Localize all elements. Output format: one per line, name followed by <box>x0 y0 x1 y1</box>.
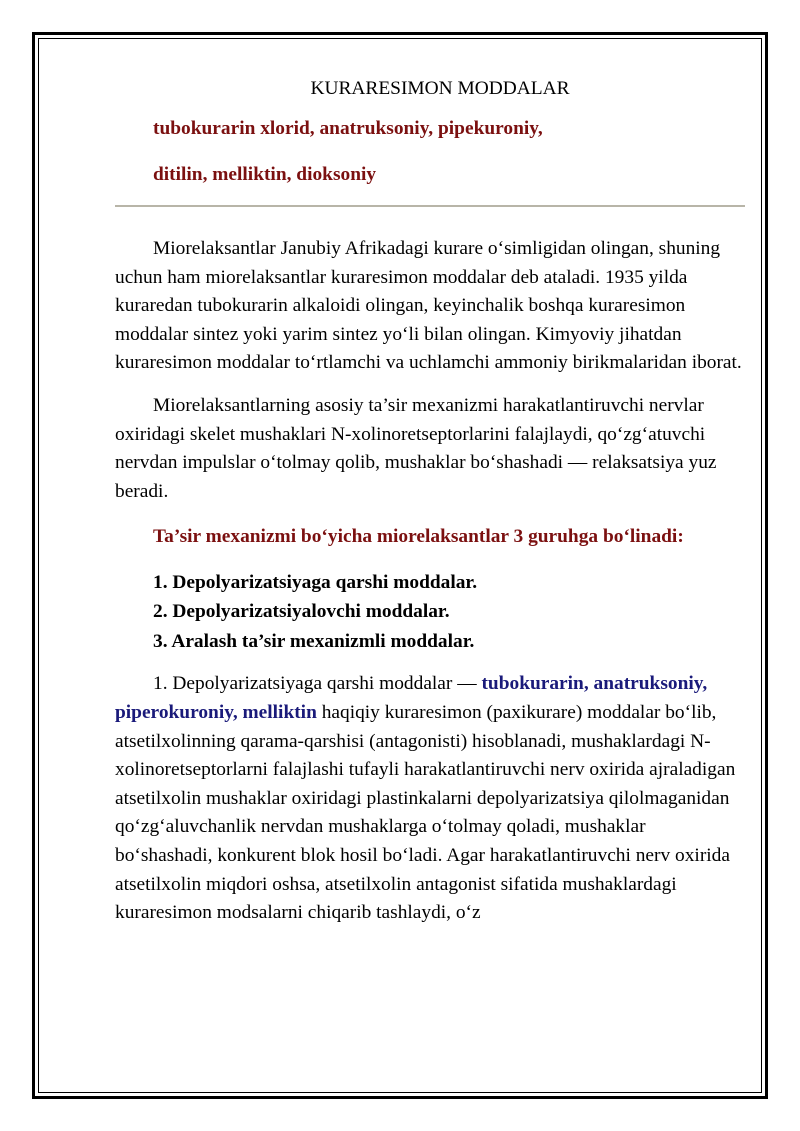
horizontal-rule <box>115 205 745 207</box>
document-title: KURARESIMON MODDALAR <box>310 78 570 99</box>
document-body <box>115 72 745 928</box>
classification-heading: Ta’sir mexanizmi bo‘yicha miorelaksantlar 3 guruhga bo‘linadi: <box>153 526 684 548</box>
group-list <box>153 568 745 657</box>
list-item: 1. Depolyarizatsiyaga qarshi moddalar. <box>153 571 478 593</box>
paragraph-lead: 1. Depolyarizatsiyaga qarshi moddalar — <box>153 673 482 695</box>
list-item: 3. Aralash ta’sir mexanizmli moddalar. <box>153 630 475 652</box>
list-item: 2. Depolyarizatsiyalovchi moddalar. <box>153 601 450 623</box>
drug-list-line-2: ditilin, melliktin, dioksoniy <box>153 164 377 185</box>
drug-list-line-1: tubokurarin xlorid, anatruksoniy, pipekuroniy, <box>153 118 543 139</box>
paragraph-mechanism: Miorelaksantlarning asosiy ta’sir mexanizmi harakatlantiruvchi nervlar oxiridagi skelet mushaklari N-xolinoretseptorlarini falajlaydi, qo‘zg‘atuvchi nervdan impulslar o‘tolmay qolib, mushaklar bo‘shashadi — relaksatsiya yuz beradi. <box>115 394 717 502</box>
paragraph-depolarization <box>115 670 745 927</box>
paragraph-intro: Miorelaksantlar Janubiy Afrikadagi kurare o‘simligidan olingan, shuning uchun ham miorelaksantlar kuraresimon moddalar deb ataladi. 1935 yilda kuraredan tubokurarin alkaloidi olingan, keyinchalik boshqa kuraresimon moddalar sintez yoki yarim sintez yo‘li bilan olingan. Kimyoviy jihatdan kuraresimon moddalar to‘rtlamchi va uchlamchi ammoniy birikmalaridan iborat. <box>115 238 742 374</box>
paragraph-body: haqiqiy kuraresimon (paxikurare) moddalar bo‘lib, atsetilxolinning qarama-qarshisi (antagonisti) hisoblanadi, mushaklardagi N-xolinoretseptorlarni falajlashi tufayli harakatlantiruvchi nerv oxirida ajraladigan atsetilxolin mushaklar oxiridagi plastinkalarni depolyarizatsiya qilolmaganidan qo‘zg‘aluvchanlik nervdan mushaklarga o‘tolmay qoladi, mushaklar bo‘shashadi, konkurent blok hosil bo‘ladi. Agar harakatlantiruvchi nerv oxirida atsetilxolin miqdori oshsa, atsetilxolin antagonist sifatida mushaklardagi kuraresimon modsalarni chiqarib tashlaydi, o‘z <box>115 702 736 924</box>
drug-names-highlight: tubokurarin, anatruksoniy, piperokuroniy, melliktin <box>115 673 708 724</box>
